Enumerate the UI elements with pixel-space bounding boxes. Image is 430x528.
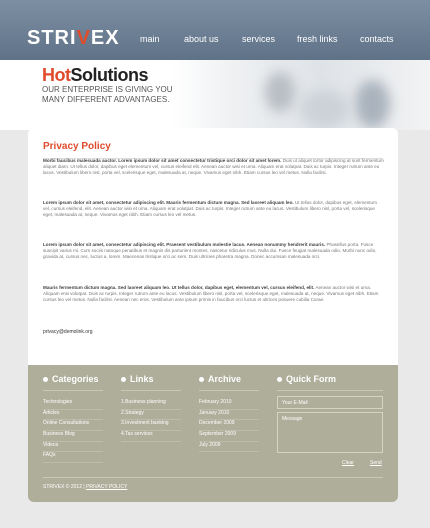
divider bbox=[43, 390, 103, 391]
divider bbox=[277, 390, 383, 391]
nav-about-us[interactable]: about us bbox=[184, 34, 219, 44]
categories-heading: Categories bbox=[43, 374, 99, 384]
hero-photo-figure bbox=[355, 80, 390, 128]
nav-contacts[interactable]: contacts bbox=[360, 34, 394, 44]
bullet-icon bbox=[121, 377, 126, 382]
content-panel bbox=[28, 128, 398, 365]
archive-heading: Archive bbox=[199, 374, 241, 384]
links-link[interactable]: 3.Investment banking bbox=[121, 420, 181, 431]
divider bbox=[199, 390, 259, 391]
links-heading: Links bbox=[121, 374, 154, 384]
nav-services[interactable]: services bbox=[242, 34, 276, 44]
footer-panel bbox=[28, 365, 398, 502]
bullet-icon bbox=[43, 377, 48, 382]
categories-link[interactable]: Online Consultations bbox=[43, 420, 103, 431]
links-list bbox=[121, 399, 181, 442]
content-paragraph: Morbi faucibus malesuada auctor. Lorem ipsum dolor sit amet consectetur tristique orci dolor sit amet lorem. Duis ut aliquet tortor adipiscing at sunt fermentum aliquet diam. Ut tellus dolor, dapibus eget elementum vel, cursus eleifend elit. Aenean auctor wisi et urna. Aliquam erat volutpat. Duis ac turpis. Integer rutrum ante eu lacus. Vestibulum libero nisl, porta vel, scelerisque eget, malesuada at, neque. Vivamus eget nibh. Etiam cursus leo vel metus. Nulla facilisi. bbox=[43, 158, 384, 176]
hero-photo-figure bbox=[265, 72, 295, 112]
hero-subtitle: OUR ENTERPRISE IS GIVING YOU MANY DIFFERENT ADVANTAGES. bbox=[42, 85, 173, 104]
nav-fresh-links[interactable]: fresh links bbox=[297, 34, 338, 44]
site-header bbox=[0, 0, 430, 60]
categories-list bbox=[43, 399, 103, 463]
archive-list bbox=[199, 399, 259, 452]
hero-photo-figure bbox=[300, 90, 350, 128]
copyright: STRIVEX © 2012 | PRIVACY POLICY bbox=[43, 484, 128, 490]
archive-link[interactable]: December 2009 bbox=[199, 420, 259, 431]
categories-link[interactable]: Videos bbox=[43, 442, 103, 453]
content-paragraph: Lorem ipsum dolor sit amet, consectetur adipiscing elit. Mauris fermentum dictum magna. Sed laoreet aliquam leo. Ut tellus dolor, dapibus eget, elementum vel, cursus eleifend, elit. Aenean auctor wisi et urna. Aliquam erat volutpat. Duis ac turpis. Integer rutrum ante eu lacus. Vestibulum libero nisl, porta vel, scelerisque eget, malesuada at, neque. Vivamus eget nibh. Etiam cursus leo vel metus. bbox=[43, 200, 377, 218]
categories-link[interactable]: Articles bbox=[43, 410, 103, 421]
quick-form-heading: Quick Form bbox=[277, 374, 336, 384]
content-paragraph: Mauris fermentum dictum magna. Sed laoreet aliquam leo. Ut tellus dolor, dapibus eget, elementum vel, cursus eleifend, elit. Aenean auctor wisi et urna. Aliquam erat volutpat. Duis ac turpis. Integer rutrum ante eu lacus. Vestibulum libero nisl, porta vel, scelerisque eget, malesuada at, neque. Vivamus eget nibh. Etiam cursus leo vel metus. Nulla facilisi. Aenean nec eros. Vestibulum ante ipsum primis in faucibus orci luctus et ultrices posuere cubilia Curae. bbox=[43, 285, 379, 303]
send-button[interactable]: Send bbox=[370, 460, 382, 466]
hero-banner bbox=[0, 60, 430, 130]
clear-button[interactable]: Clear bbox=[342, 460, 354, 466]
bullet-icon bbox=[277, 377, 282, 382]
email-field[interactable]: Your E-Mail bbox=[277, 396, 383, 409]
categories-link[interactable]: Technologies bbox=[43, 399, 103, 410]
logo[interactable]: STRIVEX bbox=[27, 27, 120, 49]
content-paragraph: Lorem ipsum dolor sit amet, consectetur adipiscing elit. Praesent vestibulum molestie lacus. Aenean nonummy hendrerit mauris. Phasellus porta. Fusce suscipit varius mi. Cum sociis natoque penatibus et magnis dis parturient montes, nascetur ridiculus mus. Nulla dui. Fusce feugiat malesuada odio. Morbi nunc odio, gravida at, cursus nec, luctus a, lorem. Maecenas tristique orci ac sem. Duis ultricies pharetra magna. Donec accumsan malesuada orci. bbox=[43, 242, 377, 260]
privacy-policy-link[interactable]: PRIVACY POLICY bbox=[86, 484, 128, 490]
archive-link[interactable]: September 2009 bbox=[199, 431, 259, 442]
links-link[interactable]: 1.Business planning bbox=[121, 399, 181, 410]
categories-link[interactable]: Business Blog bbox=[43, 431, 103, 442]
email-link[interactable]: privacy@demolink.org bbox=[43, 329, 93, 335]
archive-link[interactable]: February 2010 bbox=[199, 399, 259, 410]
links-link[interactable]: 4.Tax services bbox=[121, 431, 181, 442]
links-link[interactable]: 2.Strategy bbox=[121, 410, 181, 421]
hero-title: HotSolutions bbox=[42, 65, 148, 85]
message-field[interactable]: Message bbox=[277, 412, 383, 453]
archive-link[interactable]: July 2009 bbox=[199, 442, 259, 453]
nav-main[interactable]: main bbox=[140, 34, 160, 44]
divider bbox=[43, 477, 383, 478]
categories-link[interactable]: FAQs bbox=[43, 452, 103, 463]
bullet-icon bbox=[199, 377, 204, 382]
divider bbox=[121, 390, 181, 391]
archive-link[interactable]: January 2010 bbox=[199, 410, 259, 421]
page-title: Privacy Policy bbox=[43, 141, 111, 152]
